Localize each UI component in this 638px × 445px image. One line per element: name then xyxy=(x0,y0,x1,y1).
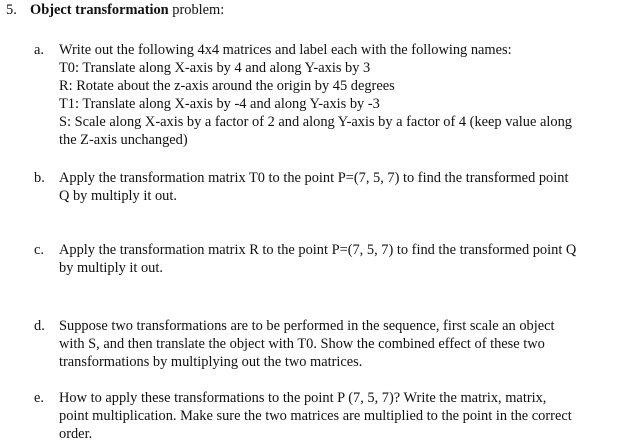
item-letter: b. xyxy=(34,170,45,186)
item-line: transformations by multiplying out the two matrices. xyxy=(59,354,363,370)
item-line: with S, and then translate the object with T0. Show the combined effect of these two xyxy=(59,336,545,352)
item-line: Write out the following 4x4 matrices and label each with the following names: xyxy=(59,42,512,58)
item-line: Q by multiply it out. xyxy=(59,188,177,204)
item-letter: a. xyxy=(34,42,44,58)
item-line: T0: Translate along X-axis by 4 and along Y-axis by 3 xyxy=(59,60,371,76)
item-letter: d. xyxy=(34,318,45,334)
item-letter: e. xyxy=(34,390,44,406)
item-line: the Z-axis unchanged) xyxy=(59,132,188,148)
problem-title-bold: Object transformation xyxy=(30,2,169,18)
item-line: How to apply these transformations to the point P (7, 5, 7)? Write the matrix, matrix, xyxy=(59,390,547,406)
item-line: Apply the transformation matrix R to the point P=(7, 5, 7) to find the transformed point Q xyxy=(59,242,577,258)
item-line: Suppose two transformations are to be performed in the sequence, first scale an object xyxy=(59,318,555,334)
item-line: S: Scale along X-axis by a factor of 2 and along Y-axis by a factor of 4 (keep value along xyxy=(59,114,572,130)
item-line: R: Rotate about the z-axis around the origin by 45 degrees xyxy=(59,78,395,94)
problem-number: 5. xyxy=(6,2,17,18)
problem-title-rest: problem: xyxy=(168,2,225,18)
item-line: T1: Translate along X-axis by -4 and along Y-axis by -3 xyxy=(59,96,380,112)
item-line: point multiplication. Make sure the two matrices are multiplied to the point in the correct xyxy=(59,408,572,424)
item-line: by multiply it out. xyxy=(59,260,163,276)
item-letter: c. xyxy=(34,242,44,258)
item-line: Apply the transformation matrix T0 to the point P=(7, 5, 7) to find the transformed point xyxy=(59,170,569,186)
problem-title xyxy=(30,2,224,20)
item-line: order. xyxy=(59,426,93,442)
